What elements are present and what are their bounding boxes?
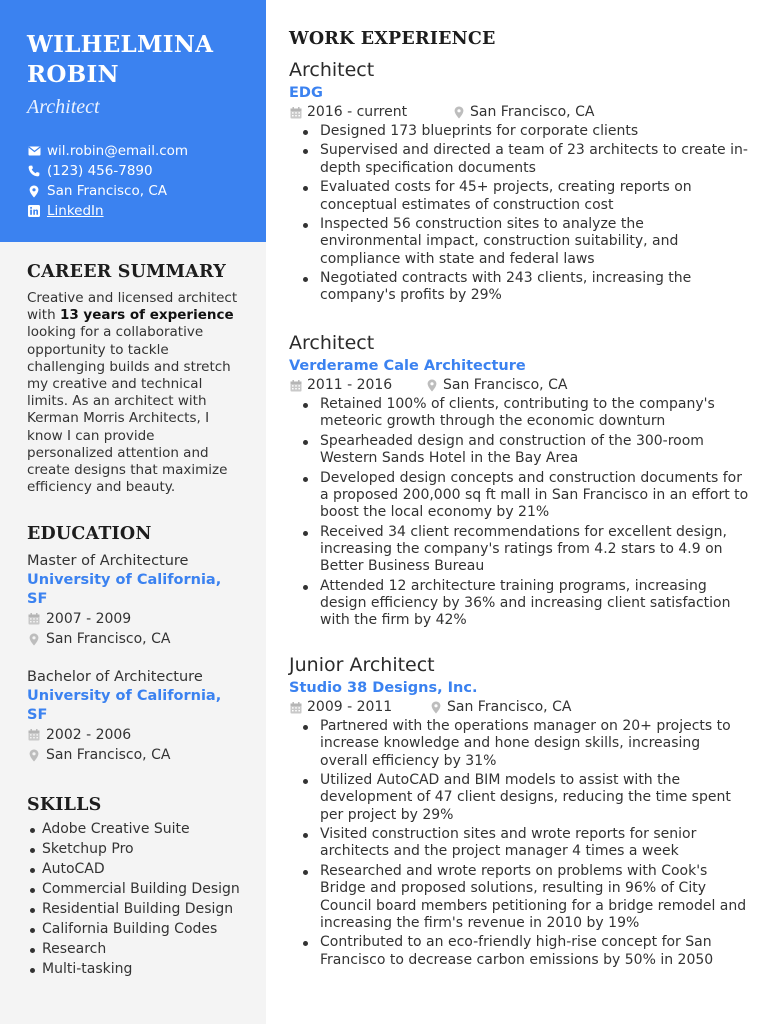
skill-item: Research bbox=[27, 941, 244, 959]
map-pin-icon bbox=[27, 632, 41, 646]
job-bullets bbox=[289, 396, 749, 630]
education-heading: EDUCATION bbox=[27, 524, 152, 545]
sidebar-body bbox=[0, 262, 266, 979]
skill-item: AutoCAD bbox=[27, 861, 244, 879]
job-entry bbox=[289, 58, 749, 307]
job-bullet: Designed 173 blueprints for corporate clients bbox=[289, 123, 749, 140]
map-pin-icon bbox=[452, 106, 466, 120]
calendar-icon bbox=[289, 379, 303, 393]
education-dates: 2007 - 2009 bbox=[27, 609, 244, 629]
school: University of California, SF bbox=[27, 688, 222, 724]
education-item bbox=[27, 668, 244, 765]
job-bullet: Attended 12 architecture training programs, increasing design efficiency by 36% and increasing client satisfaction with the firm by 42% bbox=[289, 578, 749, 630]
skills-list bbox=[27, 821, 244, 979]
job-company: Verderame Cale Architecture bbox=[289, 358, 526, 374]
job-bullet: Contributed to an eco-friendly high-rise concept for San Francisco to decrease carbon emissions by 50% in 2050 bbox=[289, 934, 749, 969]
calendar-icon bbox=[27, 612, 41, 626]
job-bullet: Supervised and directed a team of 23 architects to create in-depth specification documents bbox=[289, 142, 749, 177]
job-bullet: Negotiated contracts with 243 clients, increasing the company's profits by 29% bbox=[289, 270, 749, 305]
map-pin-icon bbox=[425, 379, 439, 393]
job-title: Architect bbox=[289, 332, 375, 354]
map-pin-icon bbox=[27, 748, 41, 762]
phone-icon bbox=[27, 164, 41, 178]
sidebar bbox=[0, 0, 266, 1024]
job-bullets bbox=[289, 123, 749, 305]
career-summary-heading: CAREER SUMMARY bbox=[27, 262, 226, 282]
calendar-icon bbox=[27, 728, 41, 742]
contact-email[interactable] bbox=[27, 141, 240, 161]
skills-section bbox=[27, 795, 244, 979]
candidate-role: Architect bbox=[27, 96, 100, 118]
phone-text: (123) 456-7890 bbox=[47, 163, 153, 179]
job-location: San Francisco, CA bbox=[452, 103, 594, 122]
job-bullet: Evaluated costs for 45+ projects, creating reports on conceptual estimates of construction cost bbox=[289, 179, 749, 214]
contact-linkedin[interactable] bbox=[27, 201, 240, 221]
degree: Master of Architecture bbox=[27, 553, 189, 570]
job-meta bbox=[289, 376, 749, 395]
job-entry bbox=[289, 653, 749, 971]
job-company: Studio 38 Designs, Inc. bbox=[289, 680, 478, 696]
skill-item: Commercial Building Design bbox=[27, 881, 244, 899]
calendar-icon bbox=[289, 701, 303, 715]
job-bullet: Utilized AutoCAD and BIM models to assist with the development of 47 client designs, reducing the time spent per project by 29% bbox=[289, 772, 749, 824]
skill-item: Adobe Creative Suite bbox=[27, 821, 244, 839]
education-location: San Francisco, CA bbox=[27, 745, 244, 765]
skills-heading: SKILLS bbox=[27, 795, 102, 816]
skill-item: California Building Codes bbox=[27, 921, 244, 939]
job-bullet: Inspected 56 construction sites to analyze the environmental impact, construction suitability, and compliance with state and federal laws bbox=[289, 216, 749, 268]
envelope-icon bbox=[27, 144, 41, 158]
job-dates: 2011 - 2016 bbox=[307, 377, 393, 393]
job-bullet: Received 34 client recommendations for excellent design, increasing the company's ratings from 4.2 stars to 4.9 on Better Business Bureau bbox=[289, 524, 749, 576]
job-dates: 2016 - current bbox=[307, 104, 408, 120]
contact-phone[interactable] bbox=[27, 161, 240, 181]
experience-highlight: 13 years of experience bbox=[59, 307, 234, 324]
career-summary-section bbox=[27, 262, 244, 496]
calendar-icon bbox=[289, 106, 303, 120]
job-meta bbox=[289, 698, 749, 717]
job-title: Junior Architect bbox=[289, 654, 435, 676]
job-location: San Francisco, CA bbox=[429, 698, 571, 717]
candidate-name bbox=[27, 30, 240, 90]
job-dates: 2009 - 2011 bbox=[307, 699, 393, 715]
education-item bbox=[27, 552, 244, 649]
skill-item: Residential Building Design bbox=[27, 901, 244, 919]
job-location: San Francisco, CA bbox=[425, 376, 567, 395]
work-experience-heading: WORK EXPERIENCE bbox=[289, 29, 496, 49]
job-title: Architect bbox=[289, 59, 375, 81]
contact-location bbox=[27, 181, 240, 201]
location-text: San Francisco, CA bbox=[47, 183, 167, 199]
education-location: San Francisco, CA bbox=[27, 629, 244, 649]
degree: Bachelor of Architecture bbox=[27, 669, 203, 686]
map-pin-icon bbox=[27, 184, 41, 198]
last-name: ROBIN bbox=[27, 61, 119, 88]
email-text: wil.robin@email.com bbox=[47, 143, 189, 159]
job-bullets bbox=[289, 718, 749, 969]
job-entry bbox=[289, 331, 749, 632]
education-section bbox=[27, 524, 244, 765]
school: University of California, SF bbox=[27, 572, 222, 608]
map-pin-icon bbox=[429, 701, 443, 715]
job-bullet: Visited construction sites and wrote reports for senior architects and the project manager 4 times a week bbox=[289, 826, 749, 861]
first-name: WILHELMINA bbox=[27, 31, 214, 58]
header-block bbox=[0, 0, 266, 242]
career-summary-text: Creative and licensed architect with 13 years of experience looking for a collaborative opportunity to tackle challenging builds and stretch my creative and technical limits. As an architect with Kerman Morris Architects, I know I can provide personalized attention and create designs that maximize efficiency and beauty. bbox=[27, 290, 238, 496]
education-dates: 2002 - 2006 bbox=[27, 725, 244, 745]
job-bullet: Spearheaded design and construction of the 300-room Western Sands Hotel in the Bay Area bbox=[289, 433, 749, 468]
job-bullet: Partnered with the operations manager on 20+ projects to increase knowledge and hone design skills, increasing overall efficiency by 31% bbox=[289, 718, 749, 770]
contact-list bbox=[27, 141, 240, 221]
skill-item: Multi-tasking bbox=[27, 961, 244, 979]
job-meta bbox=[289, 103, 749, 122]
job-company: EDG bbox=[289, 85, 323, 101]
job-bullet: Retained 100% of clients, contributing to the company's meteoric growth through the economic downturn bbox=[289, 396, 749, 431]
skill-item: Sketchup Pro bbox=[27, 841, 244, 859]
job-bullet: Developed design concepts and construction documents for a proposed 200,000 sq ft mall in San Francisco in an effort to boost the local economy by 21% bbox=[289, 470, 749, 522]
linkedin-icon bbox=[27, 204, 41, 218]
job-bullet: Researched and wrote reports on problems with Cook's Bridge and proposed solutions, resulting in 96% of City Council board members petitioning for a bridge remodel and increasing the firm's revenue in 2010 by 19% bbox=[289, 863, 749, 932]
linkedin-link[interactable]: LinkedIn bbox=[47, 203, 104, 219]
